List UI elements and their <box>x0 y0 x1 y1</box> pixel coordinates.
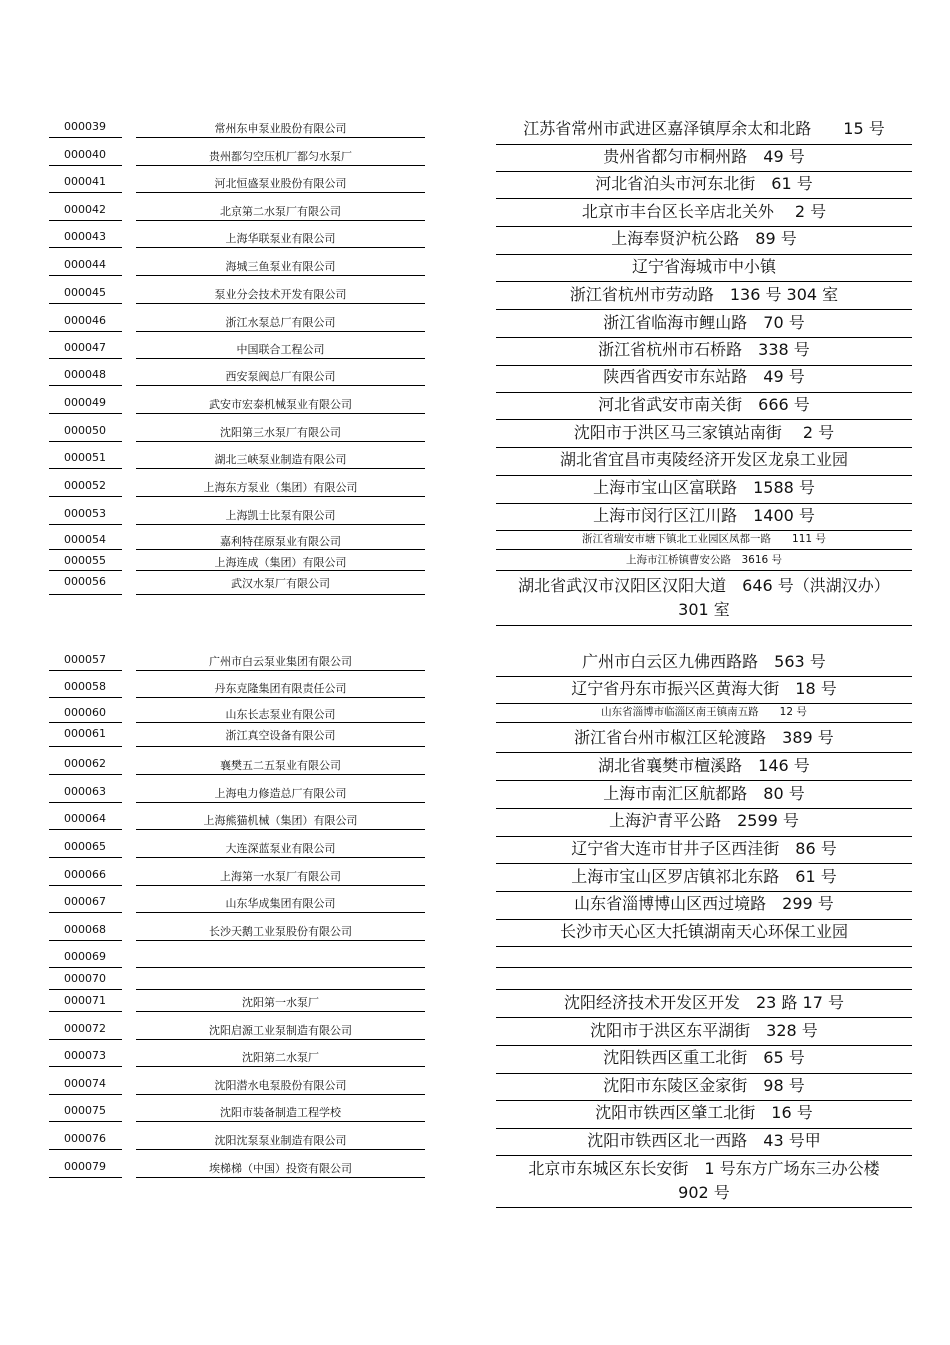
record-code: 000040 <box>49 145 122 166</box>
record-code: 000076 <box>49 1129 122 1150</box>
company-address: 河北省武安市南关街 666 号 <box>496 393 912 420</box>
table-row <box>0 227 950 248</box>
record-code: 000072 <box>49 1019 122 1040</box>
company-name: 山东长志泵业有限公司 <box>136 705 425 723</box>
company-address: 广州市白云区九佛西路路 563 号 <box>496 650 912 677</box>
company-address: 上海市闵行区江川路 1400 号 <box>496 504 912 531</box>
company-address: 湖北省襄樊市檀溪路 146 号 <box>496 754 912 781</box>
table-row <box>0 504 950 525</box>
company-name: 上海第一水泵厂有限公司 <box>136 865 425 886</box>
record-code: 000068 <box>49 920 122 941</box>
company-address: 山东省淄博博山区西过境路 299 号 <box>496 892 912 920</box>
table-row <box>0 1129 950 1150</box>
company-name: 武汉水泵厂有限公司 <box>136 574 425 595</box>
company-address: 沈阳市于洪区东平湖街 328 号 <box>496 1019 912 1046</box>
company-address: 辽宁省大连市甘井子区西洼街 86 号 <box>496 837 912 864</box>
company-address: 上海沪青平公路 2599 号 <box>496 809 912 837</box>
company-name: 沈阳第一水泵厂 <box>136 991 425 1012</box>
table-row <box>0 1019 950 1040</box>
table-row <box>0 677 950 698</box>
record-code: 000061 <box>49 726 122 747</box>
company-address: 浙江省瑞安市塘下镇北工业园区凤都一路 111 号 <box>496 532 912 550</box>
company-address <box>496 969 912 990</box>
company-name: 泵业分会技术开发有限公司 <box>136 283 425 304</box>
company-name: 贵州都匀空压机厂都匀水泵厂 <box>136 145 425 166</box>
record-code: 000041 <box>49 172 122 193</box>
company-name: 广州市白云泵业集团有限公司 <box>136 650 425 671</box>
table-row <box>0 920 950 941</box>
record-code: 000057 <box>49 650 122 671</box>
company-address: 上海奉贤沪杭公路 89 号 <box>496 227 912 255</box>
record-code: 000055 <box>49 553 122 571</box>
record-code: 000052 <box>49 476 122 497</box>
company-address: 沈阳市于洪区马三家镇站南街 2 号 <box>496 421 912 448</box>
company-name: 丹东克隆集团有限责任公司 <box>136 677 425 698</box>
table-row <box>0 969 950 990</box>
table-row <box>0 172 950 193</box>
record-code: 000054 <box>49 532 122 550</box>
record-code: 000044 <box>49 255 122 276</box>
record-code: 000079 <box>49 1157 122 1178</box>
record-code: 000075 <box>49 1101 122 1122</box>
table-row <box>0 145 950 166</box>
company-name: 襄樊五二五泵业有限公司 <box>136 754 425 775</box>
table-row <box>0 255 950 276</box>
table-row <box>0 1157 950 1202</box>
company-address: 辽宁省海城市中小镇 <box>496 255 912 282</box>
table-row <box>0 553 950 571</box>
table-row <box>0 705 950 723</box>
record-code: 000042 <box>49 200 122 221</box>
company-address: 湖北省武汉市汉阳区汉阳大道 646 号（洪湖汉办） 301 室 <box>496 574 912 626</box>
record-code: 000039 <box>49 117 122 138</box>
table-row <box>0 283 950 304</box>
record-code: 000060 <box>49 705 122 723</box>
table-row <box>0 1101 950 1122</box>
table-row <box>0 650 950 671</box>
table-row <box>0 726 950 747</box>
company-address: 北京市丰台区长辛店北关外 2 号 <box>496 200 912 227</box>
table-row <box>0 574 950 619</box>
record-code: 000051 <box>49 448 122 469</box>
company-name: 沈阳第三水泵厂有限公司 <box>136 421 425 442</box>
table-row <box>0 809 950 830</box>
table-row <box>0 365 950 386</box>
record-code: 000045 <box>49 283 122 304</box>
company-name: 常州东申泵业股份有限公司 <box>136 117 425 138</box>
record-code: 000064 <box>49 809 122 830</box>
company-name: 上海凯士比泵有限公司 <box>136 504 425 525</box>
record-code: 000056 <box>49 574 122 595</box>
company-address: 上海市南汇区航都路 80 号 <box>496 782 912 809</box>
company-address: 上海市宝山区富联路 1588 号 <box>496 476 912 504</box>
company-address: 浙江省杭州市石桥路 338 号 <box>496 338 912 366</box>
table-row <box>0 1046 950 1067</box>
table-row <box>0 311 950 332</box>
company-name: 中国联合工程公司 <box>136 338 425 359</box>
record-code: 000065 <box>49 837 122 858</box>
company-name: 沈阳第二水泵厂 <box>136 1046 425 1067</box>
company-address: 河北省泊头市河东北街 61 号 <box>496 172 912 199</box>
record-code: 000070 <box>49 969 122 990</box>
company-name: 嘉利特荏原泵业有限公司 <box>136 532 425 550</box>
record-code: 000048 <box>49 365 122 386</box>
company-name: 西安泵阀总厂有限公司 <box>136 365 425 386</box>
company-name: 沈阳沈泵泵业制造有限公司 <box>136 1129 425 1150</box>
table-row <box>0 476 950 497</box>
company-name: 河北恒盛泵业股份有限公司 <box>136 172 425 193</box>
table-row <box>0 200 950 221</box>
company-address: 浙江省杭州市劳动路 136 号 304 室 <box>496 283 912 310</box>
company-name: 大连深蓝泵业有限公司 <box>136 837 425 858</box>
record-code: 000053 <box>49 504 122 525</box>
company-name: 浙江真空设备有限公司 <box>136 726 425 747</box>
company-name: 长沙天鹅工业泵股份有限公司 <box>136 920 425 941</box>
company-name: 海城三鱼泵业有限公司 <box>136 255 425 276</box>
company-address: 沈阳市铁西区北一西路 43 号甲 <box>496 1129 912 1156</box>
company-name: 上海东方泵业（集团）有限公司 <box>136 476 425 497</box>
table-row <box>0 991 950 1012</box>
record-code: 000074 <box>49 1074 122 1095</box>
table-row <box>0 837 950 858</box>
company-address: 浙江省台州市椒江区轮渡路 389 号 <box>496 726 912 753</box>
record-code: 000047 <box>49 338 122 359</box>
table-row <box>0 117 950 138</box>
company-name: 埃梯梯（中国）投资有限公司 <box>136 1157 425 1178</box>
company-name: 上海华联泵业有限公司 <box>136 227 425 248</box>
company-name <box>136 947 425 968</box>
record-code: 000066 <box>49 865 122 886</box>
record-code: 000071 <box>49 991 122 1012</box>
company-name: 沈阳启源工业泵制造有限公司 <box>136 1019 425 1040</box>
table-row <box>0 947 950 968</box>
record-code: 000049 <box>49 393 122 414</box>
record-code: 000046 <box>49 311 122 332</box>
company-address: 湖北省宜昌市夷陵经济开发区龙泉工业园 <box>496 448 912 476</box>
table-row <box>0 865 950 886</box>
company-address <box>496 947 912 968</box>
company-address: 辽宁省丹东市振兴区黄海大街 18 号 <box>496 677 912 704</box>
company-address: 沈阳经济技术开发区开发 23 路 17 号 <box>496 991 912 1018</box>
company-name: 山东华成集团有限公司 <box>136 892 425 913</box>
company-name: 上海电力修造总厂有限公司 <box>136 782 425 803</box>
record-code: 000043 <box>49 227 122 248</box>
company-address: 沈阳市铁西区肇工北街 16 号 <box>496 1101 912 1129</box>
company-name <box>136 969 425 990</box>
table-row <box>0 892 950 913</box>
record-code: 000050 <box>49 421 122 442</box>
company-address: 沈阳铁西区重工北街 65 号 <box>496 1046 912 1074</box>
table-row <box>0 532 950 550</box>
company-name: 沈阳市装备制造工程学校 <box>136 1101 425 1122</box>
company-name: 湖北三峡泵业制造有限公司 <box>136 448 425 469</box>
company-name: 武安市宏泰机械泵业有限公司 <box>136 393 425 414</box>
company-address: 长沙市天心区大托镇湖南天心环保工业园 <box>496 920 912 947</box>
record-code: 000069 <box>49 947 122 968</box>
company-address: 上海市江桥镇曹安公路 3616 号 <box>496 553 912 571</box>
company-address: 上海市宝山区罗店镇祁北东路 61 号 <box>496 865 912 892</box>
company-address: 山东省淄博市临淄区南王镇南五路 12 号 <box>496 705 912 723</box>
company-name: 浙江水泵总厂有限公司 <box>136 311 425 332</box>
table-row <box>0 754 950 775</box>
company-address: 浙江省临海市鲤山路 70 号 <box>496 311 912 338</box>
table-row <box>0 393 950 414</box>
record-code: 000073 <box>49 1046 122 1067</box>
company-address: 陕西省西安市东站路 49 号 <box>496 365 912 393</box>
table-row <box>0 338 950 359</box>
table-row <box>0 421 950 442</box>
company-address: 沈阳市东陵区金家街 98 号 <box>496 1074 912 1101</box>
company-name: 沈阳潜水电泵股份有限公司 <box>136 1074 425 1095</box>
record-code: 000067 <box>49 892 122 913</box>
company-address: 江苏省常州市武进区嘉泽镇厚余太和北路 15 号 <box>496 117 912 145</box>
record-code: 000062 <box>49 754 122 775</box>
company-address: 贵州省都匀市桐州路 49 号 <box>496 145 912 172</box>
record-code: 000058 <box>49 677 122 698</box>
record-code: 000063 <box>49 782 122 803</box>
company-name: 上海连成（集团）有限公司 <box>136 553 425 571</box>
table-row <box>0 782 950 803</box>
table-row <box>0 1074 950 1095</box>
company-name: 北京第二水泵厂有限公司 <box>136 200 425 221</box>
company-name: 上海熊猫机械（集团）有限公司 <box>136 809 425 830</box>
company-address: 北京市东城区东长安街 1 号东方广场东三办公楼 902 号 <box>496 1157 912 1208</box>
table-row <box>0 448 950 469</box>
